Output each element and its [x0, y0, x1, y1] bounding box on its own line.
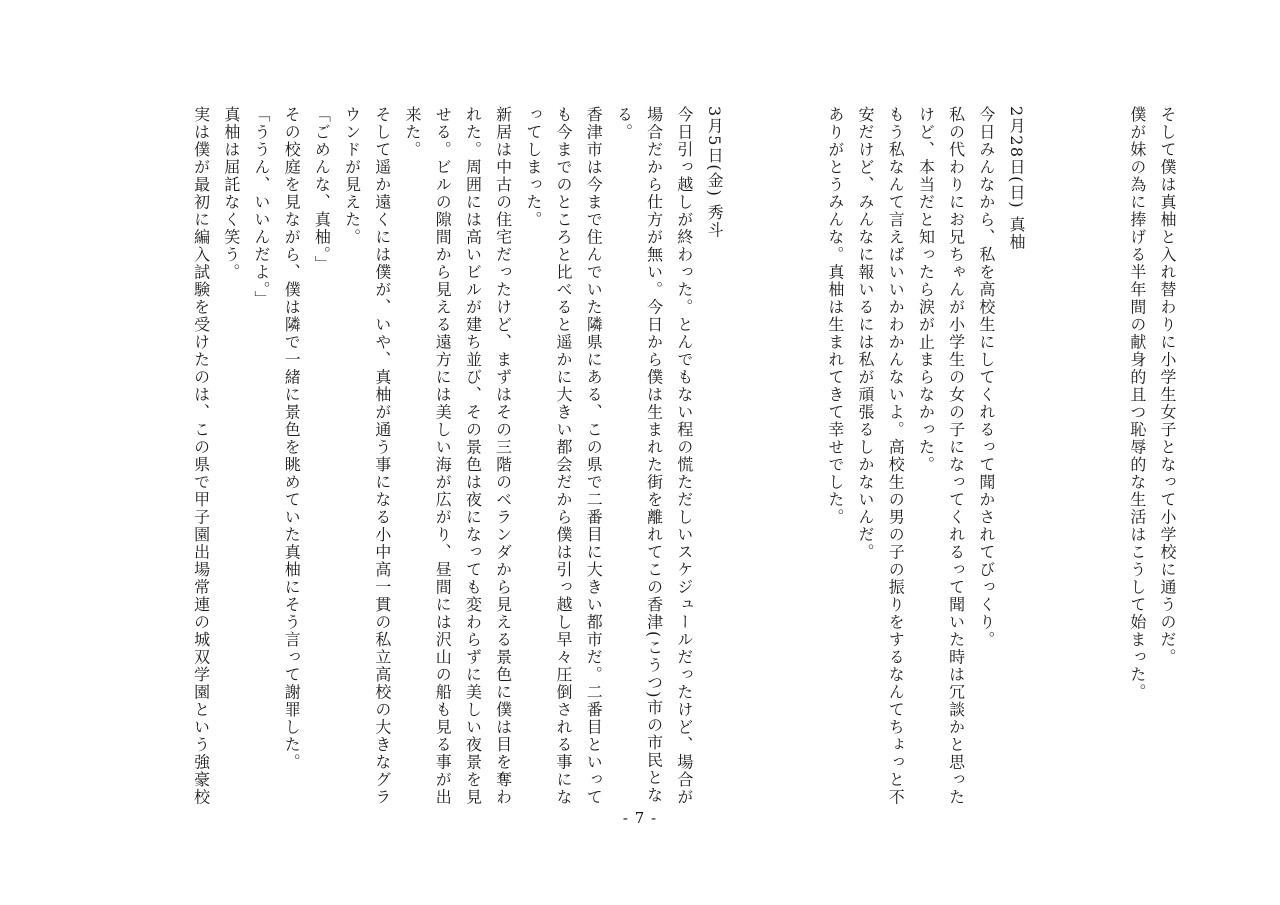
text-line: も今までのところと比べると遥かに大きい都会だから僕は引っ越し早々圧倒される事にな [554, 106, 574, 806]
diary-date-heading: 3月5日(金) 秀斗 [705, 106, 725, 240]
text-line: れた。周囲には高いビルが建ち並び、その景色は夜になっても変わらずに美しい夜景を見 [463, 106, 483, 806]
text-line: 真柚は屈託なく笑う。 [221, 106, 241, 281]
text-line: せる。ビルの隙間から見える遠方には美しい海が広がり、昼間には沢山の船も見る事が出 [433, 106, 453, 806]
text-line: る。 [614, 106, 634, 141]
text-line: 来た。 [403, 106, 423, 159]
text-line: ってしまった。 [523, 106, 543, 229]
page-number: - 7 - [622, 809, 658, 827]
blank-line [1061, 106, 1091, 806]
diary-date-heading: 2月28日(日) 真柚 [1007, 106, 1027, 251]
text-line: 香津市は今まで住んでいた隣県にある、この県で二番目に大きい都市だ。二番目といって [584, 106, 604, 806]
text-line: その校庭を見ながら、僕は隣で一緒に景色を眺めていた真柚にそう言って謝罪した。 [282, 106, 302, 771]
text-line: 私の代わりにお兄ちゃんが小学生の女の子になってくれるって聞いた時は冗談かと思った [946, 106, 966, 806]
blank-line [789, 106, 819, 806]
text-line: そして遥か遠くには僕が、いや、真柚が通う事になる小中高一貫の私立高校の大きなグラ [372, 106, 392, 806]
text-line: ありがとうみんな。真柚は生まれてきて幸せでした。 [825, 106, 845, 526]
text-line: 僕が妹の為に捧げる半年間の献身的且つ恥辱的な生活はこうして始まった。 [1127, 106, 1147, 701]
text-line: ウンドが見えた。 [342, 106, 362, 246]
text-line: 今日みんなから、私を高校生にしてくれるって聞かされてびっくり。 [976, 106, 996, 649]
dialogue-line: 「ううん、いいんだよ。」 [252, 106, 271, 309]
dialogue-line: 「ごめんな、真柚。」 [312, 106, 332, 274]
vertical-text-body [98, 106, 1182, 806]
text-line: 実は僕が最初に編入試験を受けたのは、この県で甲子園出場常連の城双学園という強豪校 [191, 106, 211, 806]
blank-line [1091, 106, 1121, 806]
text-line: けど、本当だと知ったら涙が止まらなかった。 [916, 106, 936, 474]
text-line: 場合だから仕方が無い。今日から僕は生まれた街を離れてこの香津(こうつ)市の市民とな [644, 106, 664, 805]
blank-line [759, 106, 789, 806]
text-line: そして僕は真柚と入れ替わりに小学生女子となって小学校に通うのだ。 [1158, 106, 1177, 666]
text-line: 新居は中古の住宅だったけど、まずはその三階のベランダから見える景色に僕は目を奪わ [493, 106, 513, 806]
text-line: 安だけど、みんなに報いるには私が頑張るしかないんだ。 [856, 106, 876, 561]
text-line: もう私なんて言えばいいかわかんないよ。高校生の男の子の振りをするなんてちょっと不 [886, 106, 906, 806]
blank-line [1031, 106, 1061, 806]
blank-line [729, 106, 759, 806]
text-line: 今日引っ越しが終わった。とんでもない程の慌ただしいスケジュールだったけど、場合が [674, 106, 694, 806]
